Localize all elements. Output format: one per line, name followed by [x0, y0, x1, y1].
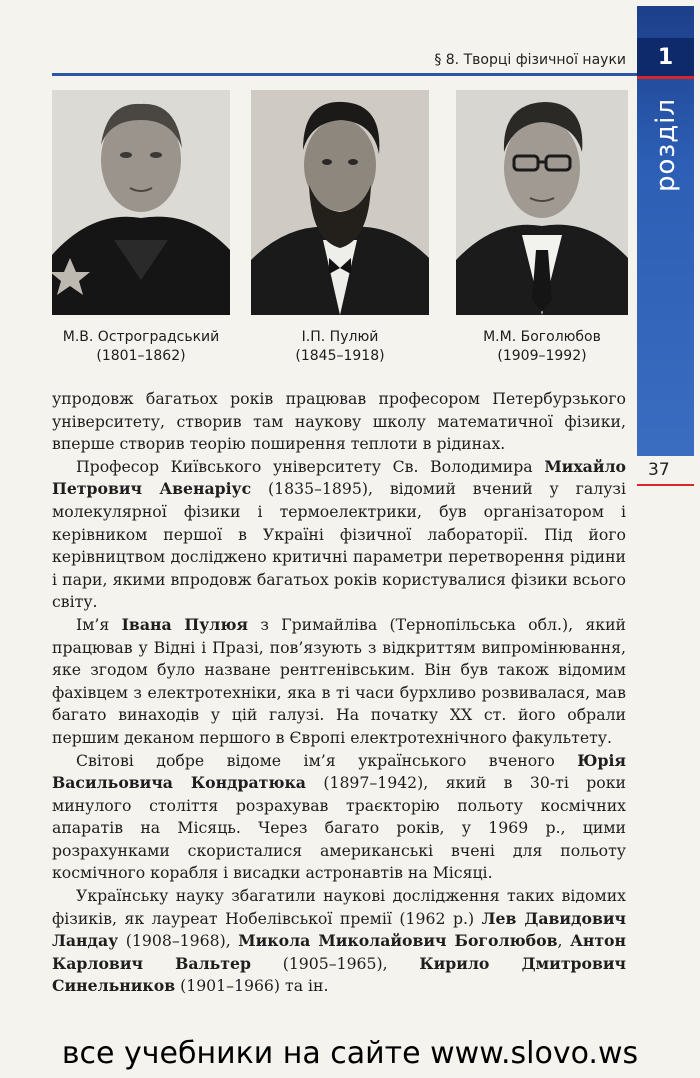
caption-name: М.М. Боголюбов [483, 329, 601, 345]
chapter-number: 1 [657, 44, 674, 70]
chapter-word-wrap [640, 90, 692, 200]
page-number: 37 [648, 460, 670, 480]
paragraph-3: Ім’я Івана Пулюя з Гримайліва (Тернопільська обл.), який працював у Відні і Празі, пов’язують з відкриттям випромінювання, яке згодом було назване рентгенівським. Він був також відомим фахівцем з електротехніки, яка в ті часи бурхливо розвивалася, мав багато винаходів у цій галузі. На початку XX ст. його обрали першим деканом першого в Європі електротехнічного факультету. [52, 614, 626, 747]
portrait-bogolyubov [456, 90, 628, 315]
caption-ostrogradsky [42, 328, 240, 366]
paragraph-1: упродовж багатьох років працював професором Петербурзького університету, створив там наукову школу математичної фізики, вперше створив теорію поширення теплоти в рідинах. [52, 389, 626, 454]
chapter-red-rule [637, 76, 694, 79]
chapter-word: розділ [651, 97, 681, 193]
paragraph-5: Українську науку збагатили наукові дослідження таких відомих фізиків, як лауреат Нобелівської премії (1962 р.) Лев Давидович Ландау (1908–1968), Микола Миколайович Боголюбов, Антон Карлович Вальтер (1905–1965), Кирило Дмитрович Синельников (1901–1966) та ін. [52, 886, 626, 996]
paragraph-2: Професор Київського університету Св. Володимира Михайло Петрович Авенаріус (1835–1895), відомий вчений у галузі молекулярної фізики і термоелектрики, був організатором і керівником першої в Україні фізичної лабораторії. Під його керівництвом досліджено критичні параметри перетворення рідини і пари, якими впродовж багатьох років користувалися фізики всього світу. [52, 456, 626, 612]
paragraph-4: Світові добре відоме ім’я українського вченого Юрія Васильовича Кондратюка (1897–1942), який в 30-ті роки минулого століття розрахував траєкторію польоту космічних апаратів на Місяць. Через багато років, у 1969 р., цими розрахунками скористалися американські вчені для польоту космічного корабля і висадки астронавтів на Місяці. [52, 750, 626, 883]
page-number-rule [637, 484, 694, 486]
caption-name: І.П. Пулюй [301, 329, 379, 345]
caption-years: (1801–1862) [96, 348, 186, 364]
caption-bogolyubov [442, 328, 642, 366]
portrait-ostrogradsky [52, 90, 230, 315]
caption-years: (1845–1918) [295, 348, 385, 364]
site-watermark-text: все учебники на сайте www.slovo.ws [61, 1036, 639, 1071]
body-text [52, 388, 626, 998]
chapter-number-box [637, 38, 694, 76]
caption-puluj [240, 328, 440, 366]
section-title: § 8. Творці фізичної науки [434, 52, 626, 68]
header-rule [52, 73, 638, 76]
caption-years: (1909–1992) [497, 348, 587, 364]
caption-name: М.В. Остроградський [62, 329, 220, 345]
portrait-puluj [251, 90, 429, 315]
